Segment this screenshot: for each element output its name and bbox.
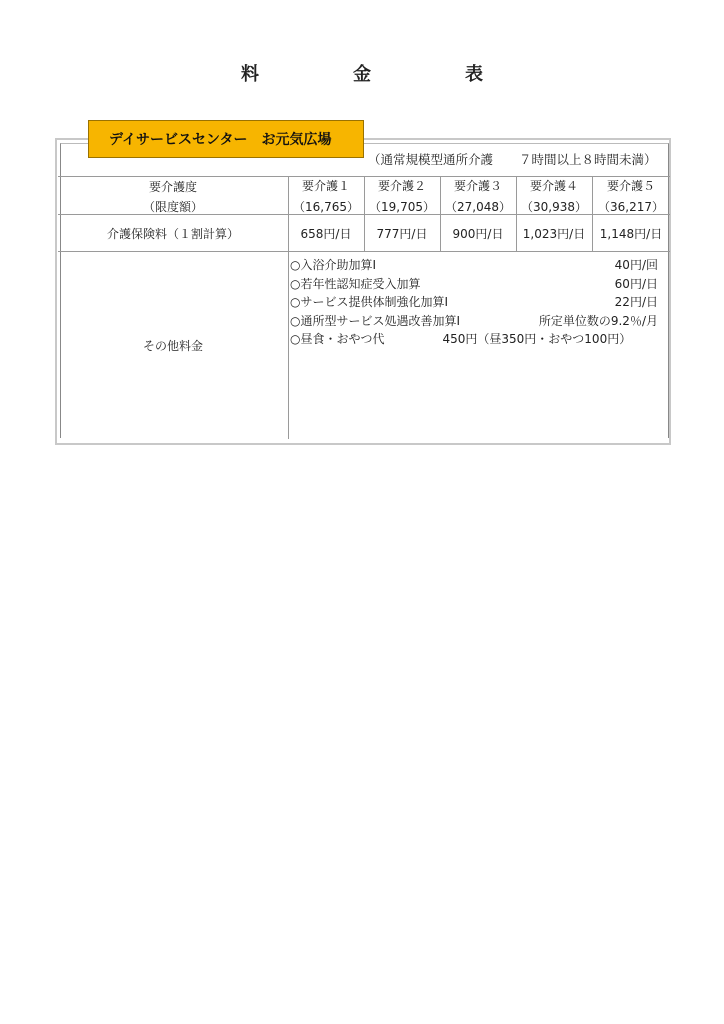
care-level-3-limit: （27,048） <box>445 200 511 214</box>
care-level-4-limit: （30,938） <box>521 200 587 214</box>
care-level-4-label: 要介護４ <box>529 179 578 193</box>
care-level-3-fee: 900円/日 <box>452 227 504 241</box>
care-level-1-fee: 658円/日 <box>300 227 352 241</box>
care-level-4-fee: 1,023円/日 <box>522 227 586 241</box>
other-fees-list <box>290 256 658 349</box>
care-level-2-limit: （19,705） <box>369 200 435 214</box>
page-title: 料 金 表 <box>241 64 521 85</box>
care-level-3-label: 要介護３ <box>453 179 502 193</box>
other-fees-label: その他料金 <box>142 339 203 353</box>
other-fee-price: 22円/日 <box>614 295 658 310</box>
table-rule-col-1 <box>288 176 289 439</box>
list-item <box>290 312 658 331</box>
list-item <box>290 256 658 275</box>
other-fee-name: ○若年性認知症受入加算 <box>290 276 421 291</box>
care-level-5-fee: 1,148円/日 <box>599 227 663 241</box>
meal-fee-price: 450円（昼350円・おやつ100円） <box>442 332 632 347</box>
facility-name: デイサービスセンター <box>109 132 248 148</box>
other-fee-price: 40円/回 <box>614 258 658 272</box>
list-item <box>290 293 658 312</box>
service-type: （通常規模型通所介護 <box>368 152 494 167</box>
insurance-fee-label: 介護保険料（１割計算） <box>106 227 239 241</box>
other-fee-name: ○サービス提供体制強化加算Ⅰ <box>290 295 449 310</box>
care-level-5-limit: （36,217） <box>598 200 664 214</box>
care-level-header: 要介護度 <box>148 180 197 194</box>
other-fee-price: 所定単位数の9.2％/月 <box>538 313 658 328</box>
other-fee-name: ○入浴介助加算Ⅰ <box>290 258 377 272</box>
service-duration: ７時間以上８時間未満） <box>519 152 657 167</box>
facility-name-suffix: お元気広場 <box>261 132 332 148</box>
service-subtitle <box>368 150 668 168</box>
list-item <box>290 275 658 294</box>
care-level-5-label: 要介護５ <box>606 179 655 193</box>
facility-name-badge <box>88 120 364 158</box>
care-level-2-label: 要介護２ <box>377 179 426 193</box>
table-rule-insurance <box>58 251 670 252</box>
other-fee-price: 60円/日 <box>614 276 658 291</box>
meal-fee-name: ○昼食・おやつ代 <box>290 332 385 347</box>
care-level-limit-header: （限度額） <box>142 200 203 214</box>
other-fee-name: ○通所型サービス処遇改善加算Ⅰ <box>290 313 461 328</box>
care-level-2-fee: 777円/日 <box>376 227 428 241</box>
care-level-1-limit: （16,765） <box>293 200 359 214</box>
meal-fee-item <box>290 330 658 349</box>
care-level-1-label: 要介護１ <box>301 179 350 193</box>
